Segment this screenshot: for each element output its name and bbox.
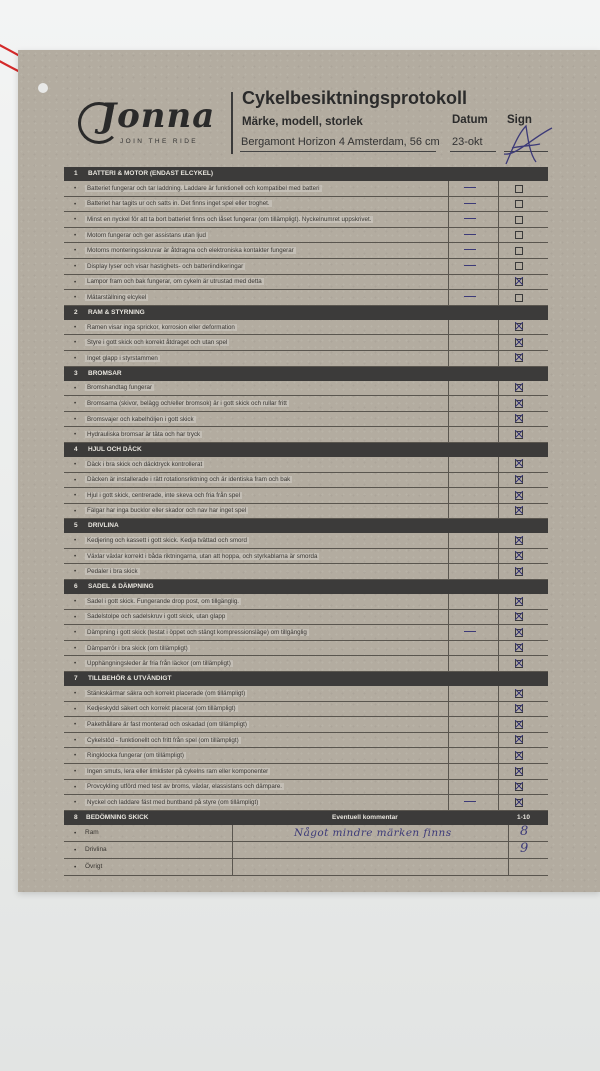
- column-divider: [498, 641, 499, 656]
- column-divider: [498, 290, 499, 305]
- checklist-item-text: Nyckel och laddare fäst med buntband på styre (om tillämpligt): [87, 798, 259, 806]
- document-title: Cykelbesiktningsprotokoll: [242, 88, 468, 108]
- checklist-row: [64, 795, 548, 811]
- bullet: •: [74, 384, 77, 392]
- not-applicable-dash: [464, 801, 476, 802]
- checkbox[interactable]: [515, 568, 523, 576]
- checkbox[interactable]: [515, 278, 523, 286]
- column-divider: [498, 625, 499, 640]
- column-divider: [498, 594, 499, 609]
- checklist-row: [64, 320, 548, 336]
- bullet: •: [74, 629, 77, 637]
- checklist-item-text: Ringklocka fungerar (om tillämpligt): [87, 752, 184, 760]
- bullet: •: [74, 660, 77, 668]
- section-header: [64, 167, 548, 181]
- section-title: TILLBEHÖR & UTVÄNDIGT: [88, 675, 172, 683]
- column-divider: [498, 228, 499, 243]
- checklist-row: [64, 686, 548, 702]
- inspection-form-sheet: [18, 50, 600, 892]
- checkbox[interactable]: [515, 216, 523, 224]
- checklist-row: [64, 335, 548, 351]
- checkbox[interactable]: [515, 783, 523, 791]
- checklist-item-text: Lampor fram och bak fungerar, om cykeln är utrustad med detta: [87, 278, 262, 286]
- model-underline: [240, 151, 436, 152]
- section-number: 7: [74, 675, 78, 683]
- score-column-header: 1-10: [517, 813, 531, 821]
- handwritten-score[interactable]: 8: [520, 823, 529, 839]
- bullet: •: [74, 736, 77, 744]
- column-divider: [498, 181, 499, 196]
- column-divider: [498, 610, 499, 625]
- inspection-checklist-table: [64, 167, 548, 876]
- checklist-item-text: Provcykling utförd med test av broms, växlar, elassistans och dämpare.: [87, 783, 282, 791]
- checkbox[interactable]: [515, 507, 523, 515]
- grading-row: [64, 825, 548, 842]
- section-title: HJUL OCH DÄCK: [88, 445, 142, 453]
- checklist-item-text: Ingen smuts, lera eller limklister på cykelns ram eller komponenter: [87, 767, 269, 775]
- logo-tagline: JOIN THE RIDE: [120, 138, 199, 145]
- column-divider: [448, 625, 449, 640]
- checklist-row: [64, 748, 548, 764]
- checklist-item-text: Bromsvajer och kabelhöljen i gott skick: [87, 415, 194, 423]
- bullet: •: [74, 431, 77, 439]
- column-divider: [498, 473, 499, 488]
- column-divider: [498, 504, 499, 519]
- bullet: •: [74, 415, 77, 423]
- checkbox[interactable]: [515, 415, 523, 423]
- bullet: •: [74, 768, 77, 775]
- checklist-item-text: Ramen visar inga sprickor, korrosion eller deformation: [87, 323, 235, 331]
- checkbox[interactable]: [515, 629, 523, 637]
- logo-wordmark: Jonna: [100, 96, 216, 136]
- column-divider: [498, 795, 499, 810]
- column-divider: [448, 381, 449, 396]
- column-divider: [508, 825, 509, 841]
- column-divider: [498, 549, 499, 564]
- grading-label: Drivlina: [85, 846, 107, 854]
- checklist-row: [64, 290, 548, 306]
- checklist-item-text: Sadelstolpe och sadelskruv i gott skick, utan glapp: [87, 613, 226, 621]
- column-divider: [448, 748, 449, 763]
- column-divider: [498, 320, 499, 335]
- checklist-row: [64, 549, 548, 565]
- checkbox[interactable]: [515, 768, 523, 776]
- checklist-row: [64, 594, 548, 610]
- column-divider: [498, 381, 499, 396]
- checklist-item-text: Dämparrör i bra skick (om tillämpligt): [87, 644, 188, 652]
- checkbox[interactable]: [515, 644, 523, 652]
- column-divider: [498, 259, 499, 274]
- checklist-row: [64, 381, 548, 397]
- column-divider: [448, 320, 449, 335]
- not-applicable-dash: [464, 265, 476, 266]
- bullet: •: [74, 863, 77, 871]
- punch-hole: [38, 83, 48, 93]
- bullet: •: [74, 323, 77, 331]
- column-divider: [448, 457, 449, 472]
- bullet: •: [74, 216, 77, 224]
- checklist-item-text: Motorns monteringsskruvar är åtdragna och elektroniska kontakter fungerar: [87, 247, 294, 255]
- grading-header: [64, 811, 548, 825]
- bullet: •: [74, 846, 77, 854]
- checklist-row: [64, 533, 548, 549]
- section-title: SADEL & DÄMPNING: [88, 583, 154, 591]
- checkbox[interactable]: [515, 339, 523, 347]
- bullet: •: [74, 200, 77, 208]
- section-number: 3: [74, 369, 78, 377]
- checklist-row: [64, 181, 548, 197]
- bullet: •: [74, 644, 77, 652]
- column-divider: [498, 335, 499, 350]
- bullet: •: [74, 829, 77, 837]
- column-divider: [448, 780, 449, 795]
- checklist-row: [64, 457, 548, 473]
- section-title: RAM & STYRNING: [88, 308, 145, 316]
- column-divider: [498, 212, 499, 227]
- checkbox[interactable]: [515, 247, 523, 255]
- bullet: •: [74, 400, 77, 408]
- grading-row: [64, 859, 548, 876]
- checkbox[interactable]: [515, 492, 523, 500]
- checklist-item-text: Upphängningsleder är fria från läckor (om tillämpligt): [87, 660, 231, 668]
- bullet: •: [74, 721, 77, 729]
- checklist-row: [64, 488, 548, 504]
- checkbox[interactable]: [515, 598, 523, 606]
- not-applicable-dash: [464, 631, 476, 632]
- checklist-row: [64, 764, 548, 780]
- bullet: •: [74, 294, 77, 302]
- column-divider: [448, 396, 449, 411]
- section-title: DRIVLINA: [88, 522, 119, 530]
- bullet: •: [74, 690, 77, 698]
- bullet: •: [74, 354, 77, 362]
- checkbox[interactable]: [515, 262, 523, 270]
- checklist-row: [64, 564, 548, 580]
- checklist-item-text: Batteriet har tagits ur och satts in. Det finns inget spel eller troghet.: [87, 200, 270, 208]
- column-divider: [498, 197, 499, 212]
- column-divider: [448, 427, 449, 442]
- column-divider: [448, 243, 449, 258]
- column-divider: [448, 181, 449, 196]
- column-divider: [498, 764, 499, 779]
- not-applicable-dash: [464, 203, 476, 204]
- column-divider: [448, 259, 449, 274]
- checklist-item-text: Minst en nyckel för att ta bort batteriet finns och låset fungerar (om tillämpligt). Nyckelnumret uppskrivet.: [87, 215, 372, 223]
- model-field: Bergamont Horizon 4 Amsterdam, 56 cm: [241, 136, 440, 148]
- column-divider: [448, 335, 449, 350]
- checklist-item-text: Batteriet fungerar och tar laddning. Laddare är funktionell och kompatibel med batteri: [87, 184, 320, 192]
- checklist-item-text: Fälgar har inga bucklor eller skador och nav har inget spel: [87, 507, 247, 515]
- checklist-item-text: Mätarställning elcykel: [87, 293, 147, 301]
- checklist-row: [64, 473, 548, 489]
- section-header: [64, 367, 548, 381]
- checklist-row: [64, 197, 548, 213]
- checkbox[interactable]: [515, 460, 523, 468]
- section-title: BATTERI & MOTOR (ENDAST ELCYKEL): [88, 170, 214, 177]
- column-divider: [498, 564, 499, 579]
- checklist-item-text: Inget glapp i styrstammen: [87, 354, 158, 362]
- section-title: BROMSAR: [88, 369, 122, 377]
- column-divider: [508, 859, 509, 875]
- column-divider: [498, 275, 499, 290]
- not-applicable-dash: [464, 218, 476, 219]
- section-number: 4: [74, 445, 78, 453]
- bullet: •: [74, 752, 77, 760]
- checklist-row: [64, 396, 548, 412]
- column-divider: [498, 733, 499, 748]
- column-divider: [448, 702, 449, 717]
- checklist-item-text: Bromsarna (skivor, belägg och/eller bromsok) är i gott skick och rullar fritt: [87, 399, 287, 407]
- bullet: •: [74, 185, 77, 192]
- bullet: •: [74, 537, 77, 545]
- bullet: •: [74, 705, 77, 713]
- column-divider: [448, 610, 449, 625]
- checkbox[interactable]: [515, 200, 523, 208]
- section-number: 8: [74, 813, 78, 821]
- checklist-row: [64, 427, 548, 443]
- column-divider: [498, 780, 499, 795]
- checklist-item-text: Bromshandtag fungerar: [87, 384, 153, 392]
- not-applicable-dash: [464, 187, 476, 188]
- checklist-item-text: Motorn fungerar och ger assistans utan ljud: [87, 231, 207, 239]
- bullet: •: [74, 460, 77, 468]
- checkbox[interactable]: [515, 400, 523, 408]
- checkbox[interactable]: [515, 721, 523, 729]
- checklist-item-text: Sadel i gott skick. Fungerande drop post, om tillgänglig.: [87, 597, 240, 605]
- bullet: •: [74, 598, 77, 606]
- comment-column-header: Eventuell kommentar: [332, 813, 398, 821]
- checklist-row: [64, 656, 548, 672]
- sign-label: Sign: [507, 114, 532, 126]
- bullet: •: [74, 247, 77, 255]
- checkbox[interactable]: [515, 185, 523, 193]
- checkbox[interactable]: [515, 799, 523, 807]
- checklist-row: [64, 733, 548, 749]
- not-applicable-dash: [464, 249, 476, 250]
- grading-label: Ram: [85, 829, 99, 837]
- checklist-row: [64, 780, 548, 796]
- bullet: •: [74, 507, 77, 515]
- column-divider: [448, 594, 449, 609]
- bullet: •: [74, 783, 77, 791]
- date-field: 23-okt: [452, 136, 483, 148]
- checkbox[interactable]: [515, 552, 523, 560]
- column-divider: [498, 533, 499, 548]
- bullet: •: [74, 231, 77, 239]
- checklist-item-text: Pedaler i bra skick: [87, 568, 138, 576]
- section-header: [64, 580, 548, 594]
- checklist-row: [64, 641, 548, 657]
- checklist-item-text: Däcken är installerade i rätt rotationsriktning och är identiska fram och bak: [87, 476, 291, 484]
- checklist-item-text: Dämpning i gott skick (testat i öppet och stängt kompressionsläge) om tillgänglig: [87, 629, 307, 637]
- handwritten-score[interactable]: 9: [520, 840, 529, 856]
- header-divider: [231, 92, 233, 154]
- grading-row: [64, 842, 548, 859]
- column-divider: [498, 351, 499, 366]
- column-divider: [448, 549, 449, 564]
- section-number: 2: [74, 308, 78, 316]
- bullet: •: [74, 476, 77, 484]
- column-divider: [498, 412, 499, 427]
- bullet: •: [74, 799, 77, 807]
- column-divider: [448, 533, 449, 548]
- checklist-item-text: Display lyser och visar hastighets- och batteriindikeringar: [87, 262, 244, 270]
- bullet: •: [74, 613, 77, 621]
- section-header: [64, 306, 548, 320]
- model-label: Märke, modell, storlek: [242, 116, 363, 128]
- section-title: BEDÖMNING SKICK: [86, 813, 149, 821]
- checklist-item-text: Cykelstöd - funktionellt och fritt från spel (om tillämpligt): [87, 736, 239, 744]
- column-divider: [448, 488, 449, 503]
- checkbox[interactable]: [515, 476, 523, 484]
- checkbox[interactable]: [515, 660, 523, 668]
- checkbox[interactable]: [515, 537, 523, 545]
- column-divider: [448, 197, 449, 212]
- column-divider: [498, 396, 499, 411]
- checklist-row: [64, 702, 548, 718]
- column-divider: [498, 717, 499, 732]
- checklist-row: [64, 610, 548, 626]
- checklist-row: [64, 412, 548, 428]
- checklist-row: [64, 717, 548, 733]
- checkbox[interactable]: [515, 431, 523, 439]
- date-label: Datum: [452, 114, 488, 126]
- handwritten-signature: [496, 120, 556, 168]
- column-divider: [448, 290, 449, 305]
- checkbox[interactable]: [515, 613, 523, 621]
- column-divider: [448, 717, 449, 732]
- checkbox[interactable]: [515, 384, 523, 392]
- checklist-row: [64, 259, 548, 275]
- column-divider: [448, 412, 449, 427]
- checklist-item-text: Hjul i gott skick, centrerade, inte skeva och fria från spel: [87, 491, 241, 499]
- checklist-item-text: Hydrauliska bromsar är täta och har tryck: [87, 431, 201, 439]
- checklist-item-text: Stänkskärmar säkra och korrekt placerade (om tillämpligt): [87, 689, 246, 697]
- column-divider: [448, 228, 449, 243]
- checkbox[interactable]: [515, 323, 523, 331]
- checkbox[interactable]: [515, 354, 523, 362]
- checklist-item-text: Kedjeskydd säkert och korrekt placerat (om tillämpligt): [87, 705, 236, 713]
- checklist-row: [64, 504, 548, 520]
- checklist-row: [64, 212, 548, 228]
- column-divider: [448, 351, 449, 366]
- checklist-item-text: Växlar växlar korrekt i båda riktningarna, utan att hoppa, och styrkablarna är smorda: [87, 552, 318, 560]
- column-divider: [448, 473, 449, 488]
- checklist-item-text: Pakethållare är fast monterad och oskadad (om tillämpligt): [87, 721, 247, 729]
- column-divider: [232, 859, 233, 875]
- column-divider: [448, 212, 449, 227]
- checklist-row: [64, 351, 548, 367]
- checklist-row: [64, 243, 548, 259]
- column-divider: [498, 488, 499, 503]
- column-divider: [448, 641, 449, 656]
- column-divider: [498, 656, 499, 671]
- column-divider: [498, 457, 499, 472]
- column-divider: [498, 702, 499, 717]
- column-divider: [448, 795, 449, 810]
- grading-label: Övrigt: [85, 863, 103, 871]
- checklist-item-text: Styre i gott skick och korrekt åtdraget och utan spel: [87, 339, 228, 347]
- section-header: [64, 672, 548, 686]
- checkbox[interactable]: [515, 231, 523, 239]
- checkbox[interactable]: [515, 690, 523, 698]
- column-divider: [232, 825, 233, 841]
- bullet: •: [74, 552, 77, 560]
- column-divider: [448, 686, 449, 701]
- section-number: 1: [74, 170, 78, 177]
- checklist-item-text: Kedjering och kassett i gott skick. Kedja tvättad och smord: [87, 537, 247, 545]
- handwritten-comment[interactable]: Något mindre märken finns: [294, 826, 452, 839]
- column-divider: [448, 733, 449, 748]
- section-header: [64, 443, 548, 457]
- checklist-row: [64, 625, 548, 641]
- not-applicable-dash: [464, 234, 476, 235]
- checkbox[interactable]: [515, 736, 523, 744]
- section-header: [64, 519, 548, 533]
- column-divider: [232, 842, 233, 858]
- not-applicable-dash: [464, 296, 476, 297]
- checkbox[interactable]: [515, 705, 523, 713]
- column-divider: [498, 748, 499, 763]
- bullet: •: [74, 568, 77, 576]
- column-divider: [448, 504, 449, 519]
- column-divider: [448, 764, 449, 779]
- section-number: 5: [74, 522, 78, 530]
- bullet: •: [74, 492, 77, 500]
- checklist-row: [64, 228, 548, 244]
- column-divider: [498, 427, 499, 442]
- column-divider: [448, 656, 449, 671]
- checkbox[interactable]: [515, 294, 523, 302]
- bullet: •: [74, 278, 77, 286]
- column-divider: [498, 243, 499, 258]
- date-underline: [450, 151, 496, 152]
- column-divider: [508, 842, 509, 858]
- section-number: 6: [74, 583, 78, 591]
- bullet: •: [74, 262, 77, 270]
- jonna-logo: [78, 96, 228, 154]
- checklist-item-text: Däck i bra skick och däcktryck kontrollerat: [87, 460, 203, 468]
- bullet: •: [74, 339, 77, 347]
- checkbox[interactable]: [515, 752, 523, 760]
- column-divider: [498, 686, 499, 701]
- checklist-row: [64, 275, 548, 291]
- column-divider: [448, 275, 449, 290]
- column-divider: [448, 564, 449, 579]
